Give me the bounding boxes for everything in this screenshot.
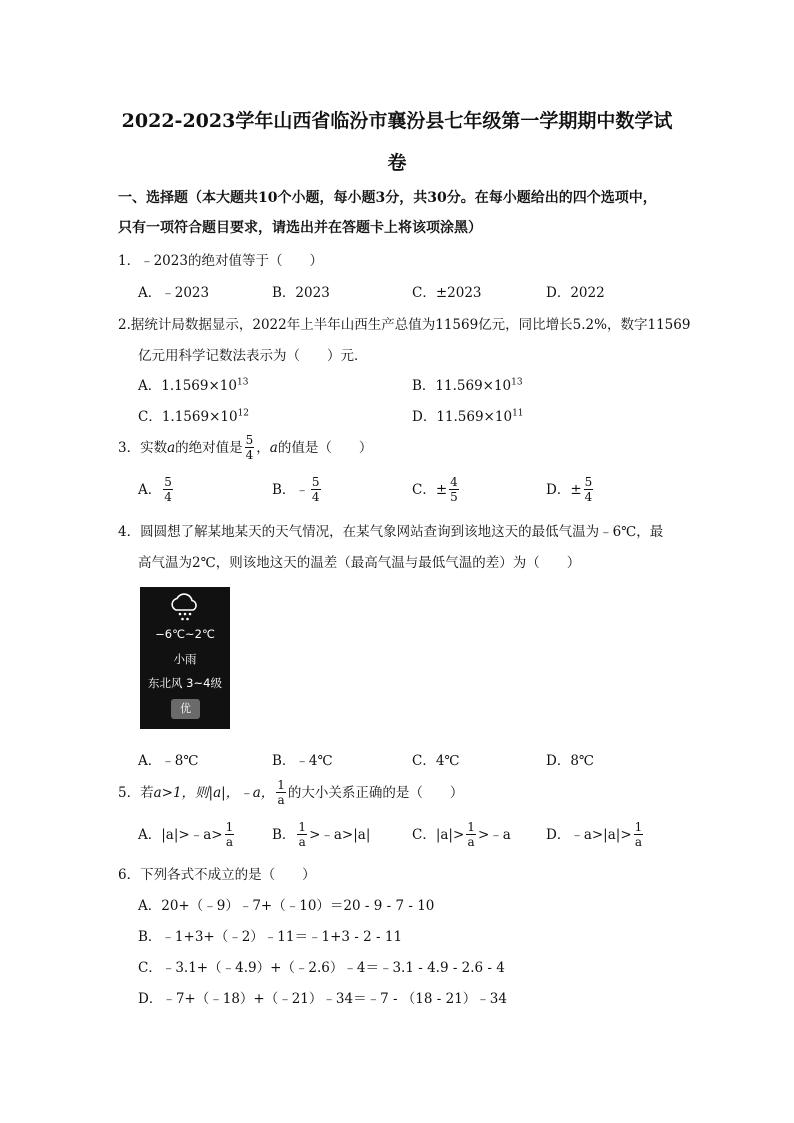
q3-option-b[interactable]: B．﹣ $\frac{5}{4}$ (272, 475, 320, 504)
weather-wind: 东北风 3~4级 (148, 676, 222, 690)
question-4-stem-continued: 高气温为2℃，则该地这天的温差（最高气温与最低气温的差）为（ ） (138, 555, 581, 571)
fraction: $\frac{5}{4}$ (245, 433, 254, 462)
question-6-stem: 6．下列各式不成立的是（ ） (118, 867, 316, 883)
q6-option-b[interactable]: B．﹣1+3+（﹣2）﹣11＝﹣1+3 - 2 - 11 (138, 929, 403, 945)
q3-option-c[interactable]: C．± $\frac{4}{5}$ (412, 475, 458, 504)
q6-option-c[interactable]: C．﹣3.1+（﹣4.9）+（﹣2.6）﹣4＝﹣3.1 - 4.9 - 2.6 - 4 (138, 960, 505, 976)
q3-option-a[interactable]: A． $\frac{5}{4}$ (138, 475, 172, 504)
q1-option-a[interactable]: A．﹣2023 (138, 285, 210, 301)
q2-option-b[interactable]: B．$11.569\times 10^{13}$ (412, 377, 523, 394)
q5-option-c[interactable]: C．|a|> $\frac{1}{a}$ >﹣a (412, 820, 511, 849)
question-5-stem: 5．若a>1，则|a|，﹣a， $\frac{1}{a}$ 的大小关系正确的是（ ） (118, 778, 464, 807)
question-3-stem: 3．实数a的绝对值是 $\frac{5}{4}$ ，a的值是（ ） (118, 433, 373, 462)
page-title-continued: 卷 (387, 152, 407, 174)
page-title: 2022-2023学年山西省临汾市襄汾县七年级第一学期期中数学试 (121, 110, 673, 132)
rain-cloud-icon (167, 593, 203, 627)
q6-option-a[interactable]: A．20+（﹣9）﹣7+（﹣10）＝20 - 9 - 7 - 10 (138, 898, 435, 914)
q2-option-c[interactable]: C．$1.1569\times 10^{12}$ (138, 408, 250, 425)
section-heading-continued: 只有一项符合题目要求，请选出并在答题卡上将该项涂黑） (118, 220, 482, 236)
q3-option-d[interactable]: D．± $\frac{5}{4}$ (546, 475, 593, 504)
air-quality-badge: 优 (171, 699, 200, 719)
weather-condition: 小雨 (173, 652, 197, 666)
question-4-stem: 4．圆圆想了解某地某天的天气情况，在某气象网站查询到该地这天的最低气温为﹣6℃，最 (118, 524, 664, 540)
q6-option-d[interactable]: D．﹣7+（﹣18）+（﹣21）﹣34＝﹣7 - （18 - 21）﹣34 (138, 991, 507, 1007)
q4-option-c[interactable]: C．4℃ (412, 753, 460, 769)
question-2-stem: 2.据统计局数据显示，2022年上半年山西生产总值为11569亿元，同比增长5.2%，数字11569 (118, 317, 691, 333)
q1-option-b[interactable]: B．2023 (272, 285, 330, 301)
q4-option-d[interactable]: D．8℃ (546, 753, 595, 769)
q2-option-a[interactable]: A．$1.1569\times 10^{13}$ (138, 377, 249, 394)
weather-temperature: −6℃~2℃ (155, 627, 215, 641)
q5-option-b[interactable]: B． $\frac{1}{a}$ >﹣a>|a| (272, 820, 371, 849)
question-2-stem-continued: 亿元用科学记数法表示为（ ）元． (138, 348, 368, 364)
q1-option-d[interactable]: D．2022 (546, 285, 605, 301)
q4-option-b[interactable]: B．﹣4℃ (272, 753, 333, 769)
q5-option-d[interactable]: D．﹣a>|a|> $\frac{1}{a}$ (546, 820, 643, 849)
section-heading: 一、选择题（本大题共10个小题，每小题3分，共30分。在每小题给出的四个选项中， (118, 190, 657, 206)
weather-card (140, 587, 230, 729)
q5-option-a[interactable]: A．|a|>﹣a> $\frac{1}{a}$ (138, 820, 234, 849)
q1-option-c[interactable]: C．±2023 (412, 285, 482, 301)
q2-option-d[interactable]: D．$11.569\times 10^{11}$ (412, 408, 524, 425)
question-1-stem: 1．﹣2023的绝对值等于（ ） (118, 253, 323, 269)
q4-option-a[interactable]: A．﹣8℃ (138, 753, 199, 769)
